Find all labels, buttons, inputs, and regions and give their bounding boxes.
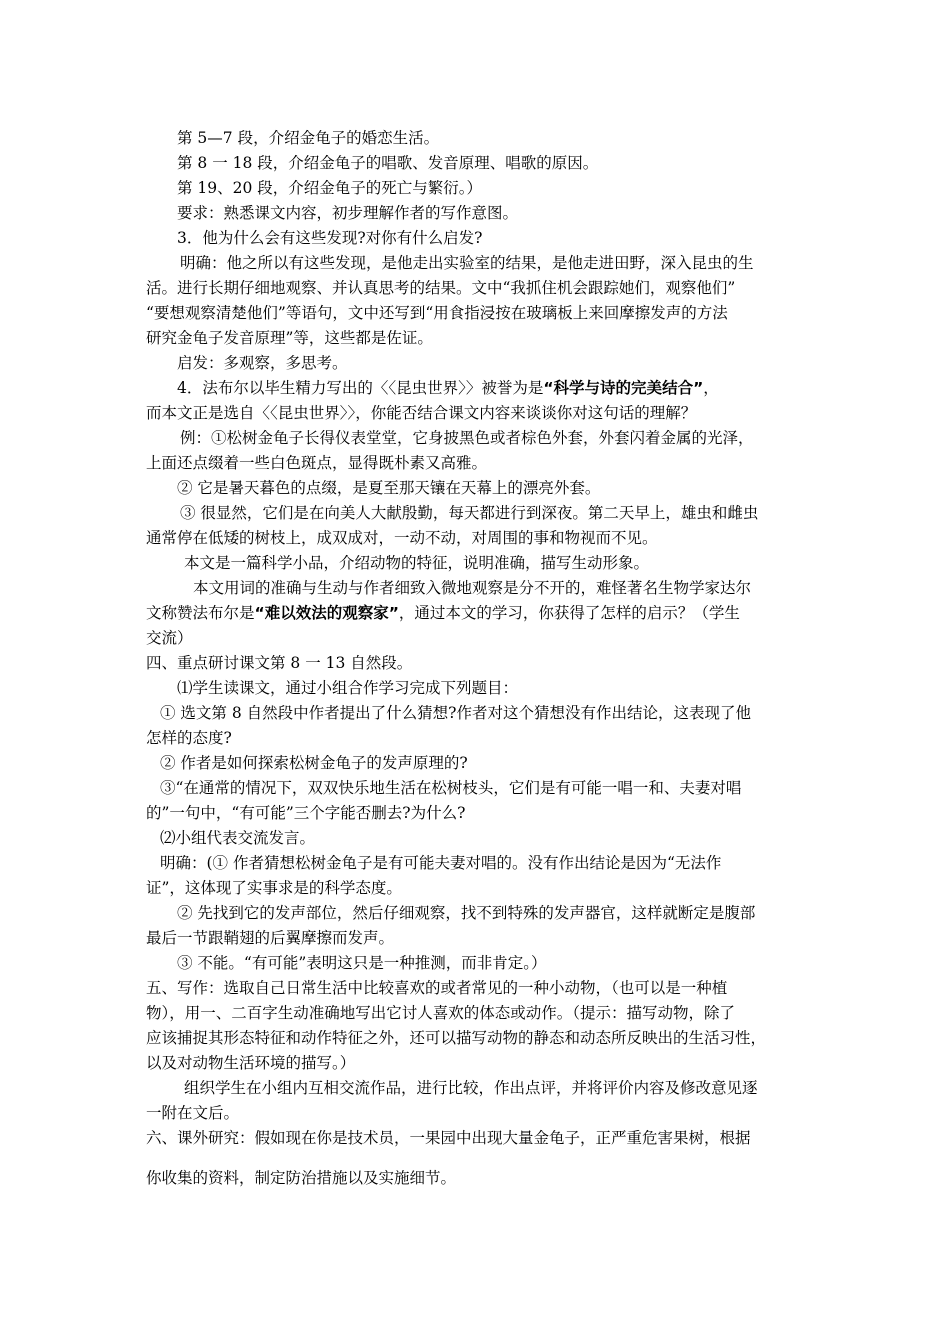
text-line: 本文用词的准确与生动与作者细致入微地观察是分不开的，难怪著名生物学家达尔 — [193, 579, 752, 597]
section-heading: 四、重点研讨课文第 8 一 13 自然段。 — [146, 654, 413, 672]
text-line: ① 选文第 8 自然段中作者提出了什么猜想?作者对这个猜想没有作出结论，这表现了他 — [160, 704, 751, 722]
text-line: 例：①松树金龟子长得仪表堂堂，它身披黑色或者棕色外套，外套闪着金属的光泽， — [180, 429, 754, 447]
text-line: 上面还点缀着一些白色斑点，显得既朴素又高雅。 — [146, 454, 488, 472]
text-segment: 文称赞法布尔是 — [146, 604, 255, 622]
text-line: 通常停在低矮的树枝上，成双成对，一动不动，对周围的事和物视而不见。 — [146, 529, 658, 547]
text-line: 第 5—7 段，介绍金龟子的婚恋生活。 — [177, 129, 440, 147]
text-line: ⑴学生读课文，通过小组合作学习完成下列题目： — [177, 679, 519, 697]
bold-quote: “难以效法的观察家” — [254, 604, 399, 622]
text-line: ③ 不能。“有可能”表明这只是一种推测，而非肯定。） — [177, 954, 547, 972]
text-segment: ，通过本文的学习，你获得了怎样的启示？（学生 — [398, 604, 740, 622]
section-heading: 五、写作：选取自己日常生活中比较喜欢的或者常见的一种小动物，（也可以是一种植 — [146, 979, 728, 997]
text-line: ② 先找到它的发声部位，然后仔细观察，找不到特殊的发声器官，这样就断定是腹部 — [177, 904, 756, 922]
text-line: 第 8 一 18 段，介绍金龟子的唱歌、发音原理、唱歌的原因。 — [177, 154, 599, 172]
text-line: 明确：他之所以有这些发现，是他走出实验室的结果，是他走进田野，深入昆虫的生 — [180, 254, 754, 272]
text-line: 证”，这体现了实事求是的科学态度。 — [146, 879, 402, 897]
bold-quote: “科学与诗的完美结合” — [543, 379, 704, 397]
text-line: 你收集的资料，制定防治措施以及实施细节。 — [146, 1169, 457, 1187]
text-line: 应该捕捉其形态特征和动作特征之外，还可以描写动物的静态和动态所反映出的生活习性， — [146, 1029, 767, 1047]
text-line: 活。进行长期仔细地观察、并认真思考的结果。文中“我抓住机会跟踪她们，观察他们” — [146, 279, 736, 297]
question-heading: 3．他为什么会有这些发现?对你有什么启发? — [177, 229, 483, 247]
text-line: 本文是一篇科学小品，介绍动物的特征，说明准确，描写生动形象。 — [184, 554, 650, 572]
text-line: “要想观察清楚他们”等语句，文中还写到“用食指浸按在玻璃板上来回摩擦发声的方法 — [146, 304, 728, 322]
text-segment: ， — [703, 379, 719, 397]
text-line: 组织学生在小组内互相交流作品，进行比较，作出点评，并将评价内容及修改意见逐 — [184, 1079, 758, 1097]
text-line: 要求：熟悉课文内容，初步理解作者的写作意图。 — [177, 204, 519, 222]
text-line: 研究金龟子发音原理”等，这些都是佐证。 — [146, 329, 433, 347]
section-heading: 六、课外研究：假如现在你是技术员，一果园中出现大量金龟子，正严重危害果树，根据 — [146, 1129, 751, 1147]
text-line: 第 19、20 段，介绍金龟子的死亡与繁衍。） — [177, 179, 483, 197]
text-line: 最后一节跟鞘翅的后翼摩擦而发声。 — [146, 929, 395, 947]
text-line: ③“在通常的情况下，双双快乐地生活在松树枝头，它们是有可能一唱一和、夫妻对唱 — [160, 779, 742, 797]
text-line: 启发：多观察，多思考。 — [177, 354, 348, 372]
text-line: ③ 很显然，它们是在向美人大献殷勤，每天都进行到深夜。第二天早上，雄虫和雌虫 — [180, 504, 759, 522]
text-segment: 4．法布尔以毕生精力写出的〈〈昆虫世界〉〉被誉为是 — [177, 379, 544, 397]
text-line: 而本文正是选自〈〈昆虫世界〉〉，你能否结合课文内容来谈谈你对这句话的理解？ — [146, 404, 697, 422]
text-line: 怎样的态度? — [146, 729, 232, 747]
text-line: ⑵小组代表交流发言。 — [160, 829, 316, 847]
text-line: 的”一句中，“有可能”三个字能否删去?为什么? — [146, 804, 466, 822]
question-heading — [177, 378, 719, 398]
text-line: 一附在文后。 — [146, 1104, 240, 1122]
text-line: ② 作者是如何探索松树金龟子的发声原理的? — [160, 754, 468, 772]
text-line: ② 它是暑天暮色的点缀，是夏至那天镶在天幕上的漂亮外套。 — [177, 479, 601, 497]
text-line: 明确：(① 作者猜想松树金龟子是有可能夫妻对唱的。没有作出结论是因为“无法作 — [160, 854, 722, 872]
text-line — [146, 603, 740, 623]
text-line: 以及对动物生活环境的描写。） — [146, 1054, 356, 1072]
text-line: 交流） — [146, 629, 193, 647]
text-line: 物），用一、二百字生动准确地写出它讨人喜欢的体态或动作。（提示：描写动物，除了 — [146, 1004, 736, 1022]
